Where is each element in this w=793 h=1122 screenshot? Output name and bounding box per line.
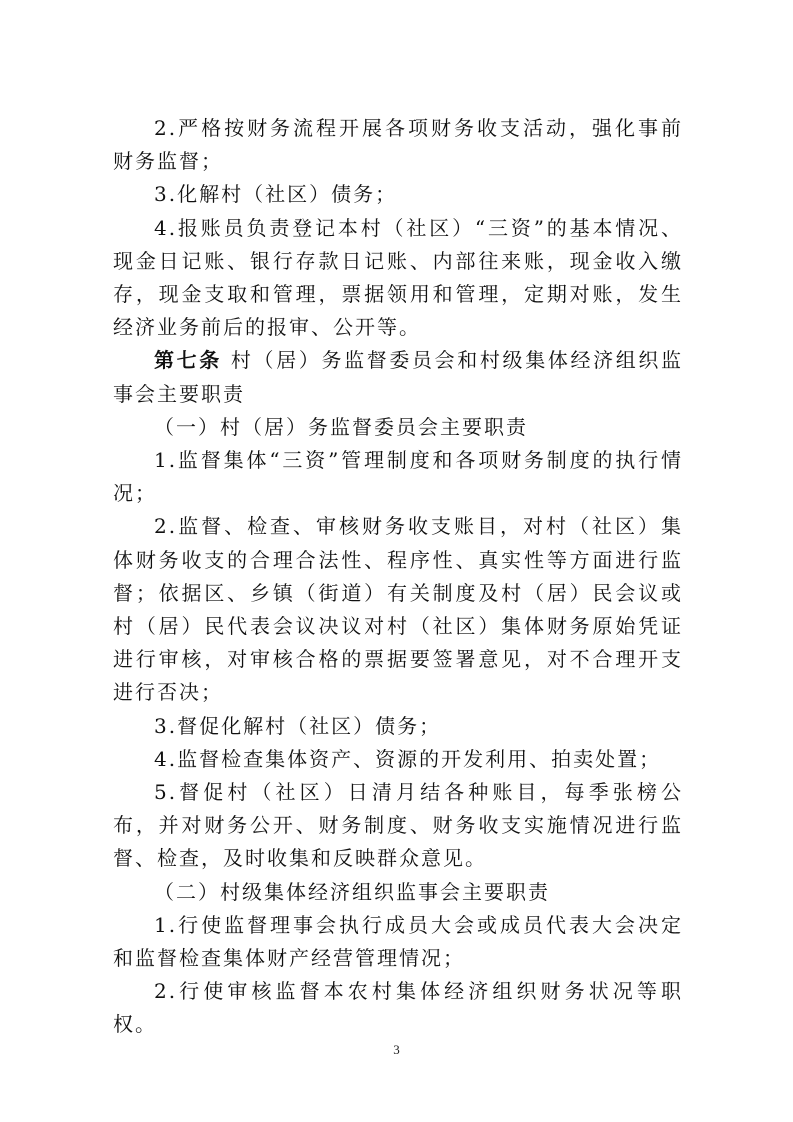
duty-item-4: 4.监督检查集体资产、资源的开发利用、拍卖处置； [154,746,662,771]
subsection-heading-1: （一）村（居）务监督委员会主要职责 [154,414,528,439]
page-number: 3 [393,1042,400,1057]
subsection-heading-2: （二）村级集体经济组织监事会主要职责 [154,879,550,904]
paragraph-item-3: 3.化解村（社区）债务； [154,182,398,207]
board-duty-item-2: 2.行使审核监督本农村集体经济组织财务状况等职权。 [113,979,683,1037]
article-seven [113,344,683,410]
duty-item-3: 3.督促化解村（社区）债务； [154,713,442,738]
duty-item-2: 2.监督、检查、审核财务收支账目，对村（社区）集体财务收支的合理合法性、程序性、真实性等方面进行监督；依据区、乡镇（街道）有关制度及村（居）民会议或村（居）民代表会议决议对村（社区）集体财务原始凭证进行审核，对审核合格的票据要签署意见，对不合理开支进行否决； [113,514,683,705]
article-heading: 第七条 [154,348,222,373]
paragraph-item-4: 4.报账员负责登记本村（社区）“三资”的基本情况、现金日记账、银行存款日记账、内部往来账，现金收入缴存，现金支取和管理，票据领用和管理，定期对账，发生经济业务前后的报审、公开等。 [113,215,683,340]
document-body [113,112,683,1042]
duty-item-5: 5.督促村（社区）日清月结各种账目，每季张榜公布，并对财务公开、财务制度、财务收支实施情况进行监督、检查，及时收集和反映群众意见。 [113,780,683,871]
paragraph-item-2: 2.严格按财务流程开展各项财务收支活动，强化事前财务监督； [113,116,683,174]
article-title: 村（居）务监督委员会和村级集体经济组织监事会主要职责 [113,348,684,406]
duty-item-1: 1.监督集体“三资”管理制度和各项财务制度的执行情况； [113,448,683,506]
board-duty-item-1: 1.行使监督理事会执行成员大会或成员代表大会决定和监督检查集体财产经营管理情况； [113,912,683,971]
